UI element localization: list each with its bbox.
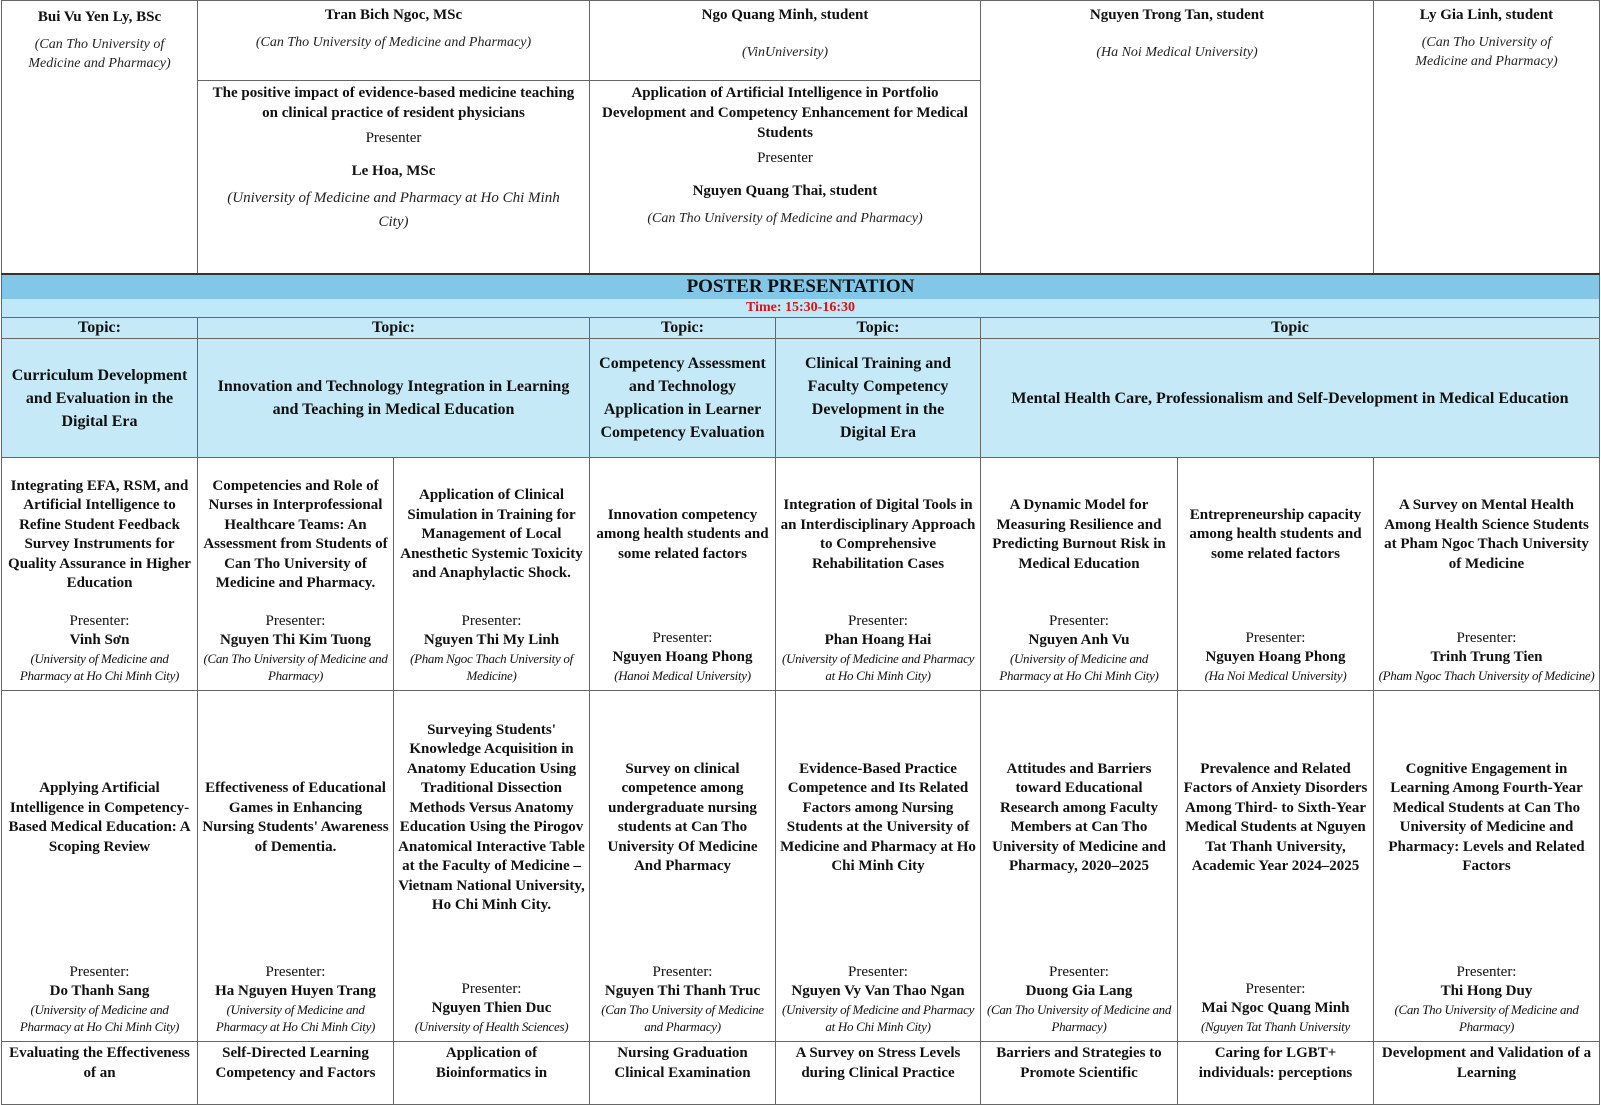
presenter-name: Nguyen Thien Duc: [431, 1000, 552, 1016]
poster-title: Caring for LGBT+ individuals: perceptions: [1198, 1045, 1353, 1081]
poster-header: POSTER PRESENTATION: [2, 274, 1600, 299]
presenter-name: Nguyen Thi My Linh: [423, 632, 560, 648]
speaker-name: Nguyen Trong Tan, student: [1089, 7, 1265, 23]
poster-title: Surveying Students' Knowledge Acquisition in Anatomy Education Using Traditional Dissection Methods Versus Anatomy Education Using the Pirogov Anatomical Interactive Table at the Faculty of Medicine – Vietnam National University, Ho Chi Minh City.: [398, 721, 585, 913]
poster-title: A Dynamic Model for Measuring Resilience and Predicting Burnout Risk in Medical Education: [992, 497, 1166, 572]
topic-name: Curriculum Development and Evaluation in the Digital Era: [2, 339, 198, 458]
presenter-affiliation: (Ha Noi Medical University): [1204, 668, 1347, 683]
presenter-affiliation: (Can Tho University of Medicine and Pharmacy): [203, 651, 388, 683]
presenter-name: Nguyen Thi Kim Tuong: [219, 632, 372, 648]
presenter-affiliation: (Can Tho University of Medicine and Pharmacy): [1394, 1002, 1579, 1034]
poster-time-row: [2, 299, 1600, 318]
presenter-name: Nguyen Quang Thai, student: [692, 183, 878, 199]
poster-title: Integration of Digital Tools in an Interdisciplinary Approach to Comprehensive Rehabilitation Cases: [780, 497, 976, 572]
presenter-label: Presenter:: [461, 613, 522, 629]
poster-cell: [1178, 1042, 1374, 1105]
poster-cell: [590, 1042, 776, 1105]
poster-title: Cognitive Engagement in Learning Among Fourth-Year Medical Students at Can Tho University of Medicine and Pharmacy: Levels and Related Factors: [1388, 760, 1585, 874]
poster-cell: [198, 691, 394, 1042]
presenter-label: Presenter: [365, 130, 422, 146]
poster-title: Self-Directed Learning Competency and Factors: [215, 1045, 376, 1081]
poster-row: [2, 458, 1600, 691]
presenter-label: Presenter: [757, 150, 813, 166]
program-table: [1, 0, 1600, 1105]
speaker-affiliation: (Ha Noi Medical University): [1096, 45, 1258, 60]
topic-label: Topic:: [2, 318, 198, 339]
presenter-block: [4, 608, 195, 684]
presenter-affiliation: (University of Medicine and Pharmacy at Ho Chi Minh City): [999, 651, 1159, 683]
presenter-label: Presenter:: [652, 964, 713, 980]
talk-title: The positive impact of evidence-based medicine teaching on clinical practice of resident physicians: [212, 85, 575, 121]
topic-label: Topic:: [776, 318, 981, 339]
presenter-name: Nguyen Vy Van Thao Ngan: [791, 983, 965, 999]
speaker-cell: [590, 1, 981, 81]
poster-cell: [981, 691, 1178, 1042]
speaker-name: Ly Gia Linh, student: [1419, 7, 1554, 23]
poster-cell: [198, 458, 394, 691]
presenter-affiliation: (University of Medicine and Pharmacy at Ho Chi Minh City): [19, 1002, 180, 1034]
presenter-affiliation: (Pham Ngoc Thach University of Medicine): [1378, 668, 1595, 683]
poster-header-row: [2, 274, 1600, 299]
speaker-name: Ngo Quang Minh, student: [701, 7, 869, 23]
presenter-block: [592, 625, 773, 684]
poster-cell: [394, 458, 590, 691]
topic-name: Mental Health Care, Professionalism and Self-Development in Medical Education: [981, 339, 1600, 458]
speaker-name: Bui Vu Yen Ly, BSc: [37, 9, 162, 25]
talk-cell: [590, 81, 981, 275]
presenter-label: Presenter:: [1049, 613, 1109, 629]
presenter-label: Presenter:: [848, 964, 908, 980]
poster-title: Effectiveness of Educational Games in Enhancing Nursing Students' Awareness of Dementia.: [202, 780, 389, 855]
presenter-name: Nguyen Hoang Phong: [1205, 649, 1346, 665]
poster-cell: [394, 1042, 590, 1105]
presenter-name: Thi Hong Duy: [1440, 983, 1533, 999]
poster-title: Application of Bioinformatics in: [435, 1045, 548, 1081]
presenter-block: [983, 959, 1175, 1035]
poster-title: Nursing Graduation Clinical Examination: [614, 1045, 751, 1081]
presenter-affiliation: (University of Medicine and Pharmacy at Ho Chi Minh City): [227, 190, 560, 230]
poster-cell: [590, 691, 776, 1042]
poster-cell: [1374, 1042, 1600, 1105]
presenter-block: [1376, 959, 1597, 1035]
presenter-label: Presenter:: [1456, 630, 1517, 646]
topic-name-row: [2, 339, 1600, 458]
oral-row: [2, 1, 1600, 81]
poster-cell: [590, 458, 776, 691]
poster-title: A Survey on Stress Levels during Clinical Practice: [795, 1045, 961, 1081]
presenter-affiliation: (University of Medicine and Pharmacy at Ho Chi Minh City): [781, 651, 975, 683]
presenter-label: Presenter:: [848, 613, 908, 629]
poster-cell: [981, 458, 1178, 691]
poster-cell: [2, 458, 198, 691]
topic-name: Innovation and Technology Integration in Learning and Teaching in Medical Education: [198, 339, 590, 458]
speaker-affiliation: (Can Tho University of Medicine and Pharmacy): [1415, 35, 1558, 69]
poster-title: Survey on clinical competence among undergraduate nursing students at Can Tho University Of Medicine And Pharmacy: [607, 760, 758, 874]
presenter-block: [396, 976, 587, 1035]
topic-label-row: [2, 318, 1600, 339]
speaker-cell: [981, 1, 1374, 275]
speaker-cell: [198, 1, 590, 81]
poster-cell: [776, 691, 981, 1042]
speaker-cell: [2, 1, 198, 275]
speaker-affiliation: (VinUniversity): [741, 45, 829, 60]
presenter-affiliation: (Pham Ngoc Thach University of Medicine): [410, 651, 573, 683]
speaker-name: Tran Bich Ngoc, MSc: [324, 7, 463, 23]
presenter-label: Presenter:: [1245, 630, 1306, 646]
poster-cell: [2, 691, 198, 1042]
poster-cell: [776, 1042, 981, 1105]
presenter-affiliation: (University of Medicine and Pharmacy at Ho Chi Minh City): [19, 651, 180, 683]
presenter-block: [4, 959, 195, 1035]
presenter-block: [983, 608, 1175, 684]
presenter-affiliation: (Can Tho University of Medicine and Pharmacy): [986, 1002, 1172, 1034]
topic-label: Topic: [981, 318, 1600, 339]
talk-cell: [198, 81, 590, 275]
poster-cell: [1178, 691, 1374, 1042]
poster-title: A Survey on Mental Health Among Health Science Students at Pham Ngoc Thach University of Medicine: [1384, 497, 1589, 572]
poster-title: Innovation competency among health students and some related factors: [596, 506, 769, 562]
speaker-affiliation: (Can Tho University of Medicine and Pharmacy): [28, 37, 171, 71]
presenter-name: Mai Ngoc Quang Minh: [1201, 1000, 1350, 1016]
poster-title: Barriers and Strategies to Promote Scientific: [996, 1045, 1162, 1081]
poster-cell: [1374, 691, 1600, 1042]
presenter-block: [1376, 625, 1597, 684]
poster-cell: [1374, 458, 1600, 691]
presenter-name: Vinh Sơn: [69, 632, 130, 648]
presenter-name: Nguyen Thi Thanh Truc: [604, 983, 761, 999]
presenter-label: Presenter:: [69, 613, 130, 629]
poster-cell: [394, 691, 590, 1042]
presenter-name: Nguyen Hoang Phong: [612, 649, 753, 665]
poster-row: [2, 691, 1600, 1042]
presenter-block: [592, 959, 773, 1035]
presenter-affiliation: (Can Tho University of Medicine and Pharmacy): [647, 211, 923, 226]
presenter-name: Le Hoa, MSc: [351, 163, 436, 179]
presenter-label: Presenter:: [1049, 964, 1109, 980]
poster-title: Evaluating the Effectiveness of an: [9, 1045, 190, 1081]
poster-title: Integrating EFA, RSM, and Artificial Intelligence to Refine Student Feedback Survey Instruments for Quality Assurance in Higher Education: [8, 477, 191, 591]
poster-title: Attitudes and Barriers toward Educational Research among Faculty Members at Can Tho University of Medicine and Pharmacy, 2020–2025: [992, 760, 1166, 874]
poster-title: Application of Clinical Simulation in Training for Management of Local Anesthetic Systemic Toxicity and Anaphylactic Shock.: [400, 487, 583, 582]
presenter-label: Presenter:: [461, 981, 522, 997]
poster-title: Competencies and Role of Nurses in Interprofessional Healthcare Teams: An Assessment from Students of Can Tho University of Medicine and Pharmacy.: [203, 477, 388, 591]
speaker-affiliation: (Can Tho University of Medicine and Pharmacy): [255, 35, 532, 50]
presenter-name: Do Thanh Sang: [49, 983, 150, 999]
poster-title: Prevalence and Related Factors of Anxiety Disorders Among Third- to Sixth-Year Medical Students at Nguyen Tat Thanh University, Academic Year 2024–2025: [1183, 760, 1368, 874]
presenter-name: Nguyen Anh Vu: [1028, 632, 1130, 648]
presenter-affiliation: (Hanoi Medical University): [614, 668, 751, 683]
poster-time: Time: 15:30-16:30: [2, 299, 1600, 318]
presenter-affiliation: (University of Health Sciences): [414, 1019, 569, 1034]
presenter-block: [1180, 976, 1371, 1035]
presenter-affiliation: (University of Medicine and Pharmacy at Ho Chi Minh City): [781, 1002, 975, 1034]
presenter-block: [778, 959, 978, 1035]
poster-cell: [776, 458, 981, 691]
poster-cell: [2, 1042, 198, 1105]
presenter-affiliation: (University of Medicine and Pharmacy at Ho Chi Minh City): [215, 1002, 376, 1034]
presenter-label: Presenter:: [265, 613, 326, 629]
presenter-name: Trinh Trung Tien: [1430, 649, 1543, 665]
poster-title: Entrepreneurship capacity among health students and some related factors: [1189, 506, 1362, 562]
presenter-name: Ha Nguyen Huyen Trang: [215, 983, 376, 999]
speaker-cell: [1374, 1, 1600, 275]
presenter-block: [778, 608, 978, 684]
topic-label: Topic:: [198, 318, 590, 339]
topic-name: Competency Assessment and Technology Application in Learner Competency Evaluation: [590, 339, 776, 458]
poster-title: Applying Artificial Intelligence in Competency-Based Medical Education: A Scoping Review: [8, 780, 191, 855]
presenter-block: [396, 608, 587, 684]
presenter-block: [200, 608, 391, 684]
presenter-block: [1180, 625, 1371, 684]
poster-row: [2, 1042, 1600, 1105]
presenter-name: Phan Hoang Hai: [824, 632, 932, 648]
talk-title: Application of Artificial Intelligence in Portfolio Development and Competency Enhancement for Medical Students: [602, 85, 968, 141]
presenter-affiliation: (Can Tho University of Medicine and Pharmacy): [601, 1002, 764, 1034]
presenter-affiliation: (Nguyen Tat Thanh University: [1201, 1019, 1350, 1034]
presenter-label: Presenter:: [1245, 981, 1306, 997]
presenter-name: Duong Gia Lang: [1025, 983, 1133, 999]
presenter-label: Presenter:: [265, 964, 326, 980]
presenter-label: Presenter:: [652, 630, 713, 646]
presenter-block: [200, 959, 391, 1035]
poster-cell: [981, 1042, 1178, 1105]
topic-name: Clinical Training and Faculty Competency Development in the Digital Era: [776, 339, 981, 458]
poster-cell: [1178, 458, 1374, 691]
topic-label: Topic:: [590, 318, 776, 339]
poster-title: Development and Validation of a Learning: [1381, 1045, 1592, 1081]
presenter-label: Presenter:: [69, 964, 130, 980]
poster-cell: [198, 1042, 394, 1105]
presenter-label: Presenter:: [1456, 964, 1517, 980]
poster-title: Evidence-Based Practice Competence and Its Related Factors among Nursing Students at the University of Medicine and Pharmacy at Ho Chi Minh City: [780, 760, 976, 874]
